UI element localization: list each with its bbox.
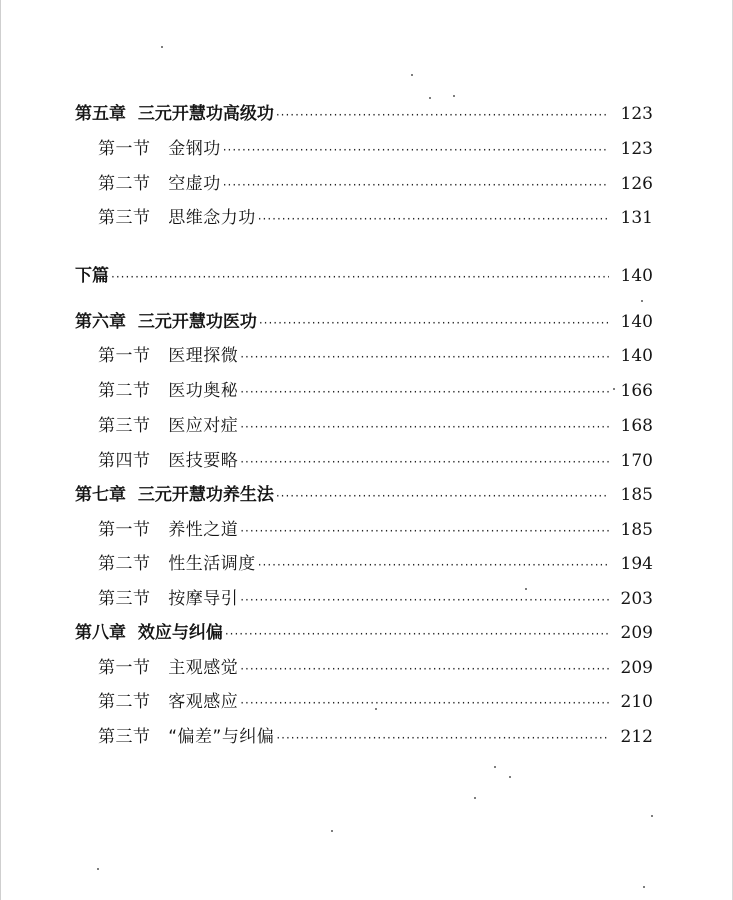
dot-leader	[240, 449, 609, 475]
toc-entry-section	[98, 413, 653, 439]
scan-speck	[613, 388, 615, 390]
toc-entry-chapter-7	[75, 482, 653, 508]
toc-entry-section	[98, 448, 653, 474]
toc-entry-page: 185	[620, 485, 653, 505]
toc-entry-section	[98, 551, 653, 577]
dot-leader	[276, 102, 609, 128]
toc-entry-page: 140	[620, 266, 653, 286]
toc-entry-page: 123	[620, 139, 653, 159]
dot-leader	[223, 172, 609, 198]
toc-entry-section	[98, 689, 653, 715]
toc-entry-label: 第五章 三元开慧功高级功	[75, 104, 274, 124]
toc-entry-page: 168	[620, 416, 653, 436]
dot-leader	[276, 483, 609, 509]
toc-entry-label: 第一节 医理探微	[98, 346, 239, 366]
dot-leader	[111, 264, 609, 290]
dot-leader	[240, 414, 609, 440]
toc-entry-section	[98, 517, 653, 543]
dot-leader	[276, 725, 609, 751]
toc-entry-page: 170	[620, 451, 653, 471]
dot-leader	[240, 656, 609, 682]
toc-entry-section	[98, 171, 653, 197]
toc-entry-label: 第一节 养性之道	[98, 520, 239, 540]
dot-leader	[259, 310, 609, 336]
scan-speck	[525, 588, 527, 590]
scan-speck	[509, 776, 511, 778]
toc-entry-page: 126	[620, 174, 653, 194]
scan-speck	[429, 97, 431, 99]
toc-entry-chapter-6	[75, 309, 653, 335]
dot-leader	[240, 344, 609, 370]
dot-leader	[240, 587, 609, 613]
toc-entry-label: 第七章 三元开慧功养生法	[75, 485, 274, 505]
toc-entry-label: 第二节 客观感应	[98, 692, 239, 712]
toc-entry-page: 209	[620, 658, 653, 678]
dot-leader	[240, 379, 609, 405]
toc-entry-label: 第一节 金钢功	[98, 139, 221, 159]
toc-entry-page: 140	[620, 312, 653, 332]
scan-speck	[375, 708, 377, 710]
toc-entry-label: 下篇	[75, 266, 109, 286]
toc-entry-page: 131	[620, 208, 653, 228]
toc-entry-page: 194	[620, 554, 653, 574]
toc-entry-page: 203	[620, 589, 653, 609]
toc-entry-label: 第三节 按摩导引	[98, 589, 239, 609]
dot-leader	[223, 137, 609, 163]
scan-speck	[411, 74, 413, 76]
toc-entry-chapter-8	[75, 620, 653, 646]
toc-entry-section	[98, 655, 653, 681]
scan-speck	[643, 886, 645, 888]
toc-entry-part	[75, 263, 653, 289]
scan-speck	[453, 95, 455, 97]
toc-entry-label: 第二节 空虚功	[98, 174, 221, 194]
toc-entry-label: 第三节 思维念力功	[98, 208, 256, 228]
toc-entry-label: 第三节 医应对症	[98, 416, 239, 436]
toc-entry-page: 166	[620, 381, 653, 401]
scan-speck	[641, 300, 643, 302]
scan-speck	[474, 797, 476, 799]
toc-entry-label: 第四节 医技要略	[98, 451, 239, 471]
toc-entry-section	[98, 205, 653, 231]
toc-entry-page: 212	[620, 727, 653, 747]
toc-entry-page: 123	[620, 104, 653, 124]
toc-entry-label: 第六章 三元开慧功医功	[75, 312, 257, 332]
toc-entry-label: 第二节 医功奥秘	[98, 381, 239, 401]
dot-leader	[240, 518, 609, 544]
toc-entry-section	[98, 586, 653, 612]
toc-entry-chapter-5	[75, 101, 653, 127]
scan-speck	[494, 766, 496, 768]
toc-entry-page: 210	[620, 692, 653, 712]
toc-entry-section	[98, 343, 653, 369]
toc-entry-page: 209	[620, 623, 653, 643]
scan-speck	[651, 815, 653, 817]
toc-entry-page: 140	[620, 346, 653, 366]
toc-entry-label: 第八章 效应与纠偏	[75, 623, 223, 643]
scan-speck	[161, 46, 163, 48]
scan-speck	[331, 830, 333, 832]
toc-entry-label: 第一节 主观感觉	[98, 658, 239, 678]
dot-leader	[258, 552, 609, 578]
toc-entry-page: 185	[620, 520, 653, 540]
toc-entry-section	[98, 724, 653, 750]
toc-entry-label: 第三节 “偏差”与纠偏	[98, 727, 275, 747]
dot-leader	[258, 206, 609, 232]
toc-entry-section	[98, 136, 653, 162]
dot-leader	[225, 621, 609, 647]
dot-leader	[240, 690, 609, 716]
toc-entry-label: 第二节 性生活调度	[98, 554, 256, 574]
scan-speck	[97, 868, 99, 870]
toc-entry-section	[98, 378, 653, 404]
